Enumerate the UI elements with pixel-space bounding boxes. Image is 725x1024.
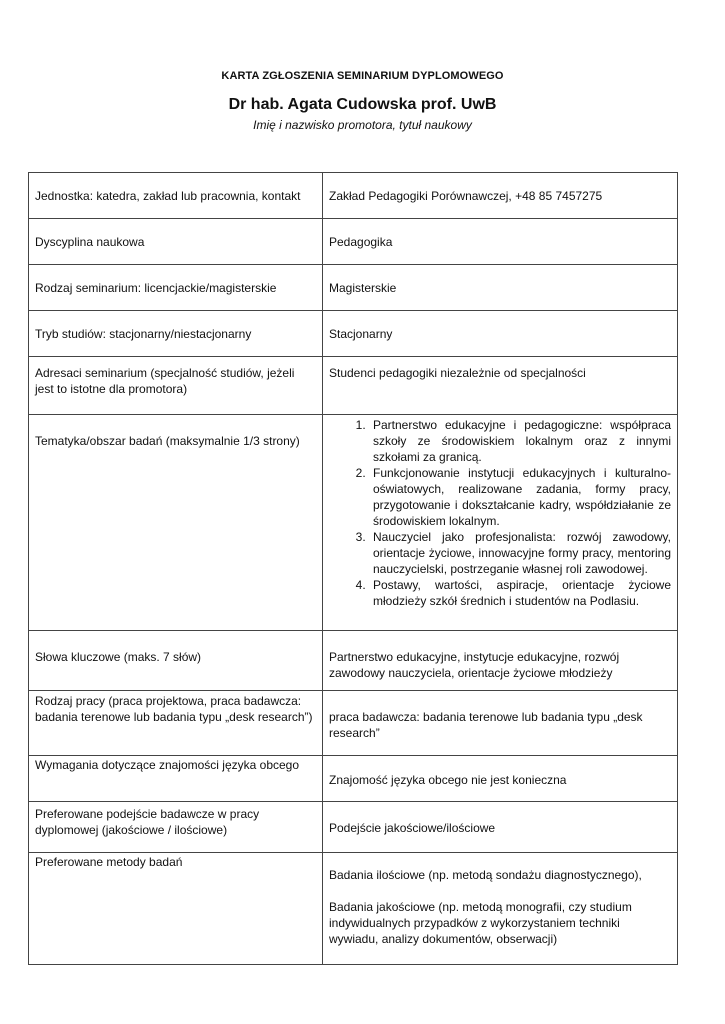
label-cell	[29, 802, 323, 853]
value-audience: Studenci pedagogiki niezależnie od specjalności	[329, 366, 586, 380]
form-title: KARTA ZGŁOSZENIA SEMINARIUM DYPLOMOWEGO	[221, 70, 504, 82]
value-discipline: Pedagogika	[329, 235, 393, 249]
label-cell	[29, 691, 323, 756]
value-keywords: Partnerstwo edukacyjne, instytucje edukacyjne, rozwój zawodowy nauczyciela, orientacje życiowe młodzieży	[329, 650, 620, 680]
value-cell	[323, 265, 678, 311]
row-study-mode	[29, 311, 678, 357]
label-cell	[29, 415, 323, 631]
label-discipline: Dyscyplina naukowa	[35, 235, 145, 249]
row-approach	[29, 802, 678, 853]
row-work-type	[29, 691, 678, 756]
supervisor-caption: Imię i nazwisko promotora, tytuł naukowy	[253, 118, 472, 132]
value-cell	[323, 415, 678, 631]
label-cell	[29, 631, 323, 691]
value-cell	[323, 357, 678, 415]
value-work-type: praca badawcza: badania terenowe lub badania typu „desk research”	[329, 710, 643, 740]
value-cell	[323, 853, 678, 965]
row-seminar-type	[29, 265, 678, 311]
value-cell	[323, 691, 678, 756]
label-cell	[29, 173, 323, 219]
row-audience	[29, 357, 678, 415]
label-topics: Tematyka/obszar badań (maksymalnie 1/3 strony)	[35, 434, 300, 448]
methods-qualitative: Badania jakościowe (np. metodą monografii, czy studium indywidualnych przypadków z wykorzystaniem techniki wywiadu, analizy dokumentów, obserwacji)	[329, 900, 632, 946]
label-cell	[29, 219, 323, 265]
seminar-form-table	[28, 172, 678, 965]
list-item: 2. Funkcjonowanie instytucji edukacyjnych i kulturalno-oświatowych, realizowane zadania, formy pracy, przygotowanie i dokształcanie kadry, współdziałanie ze środowiskiem lokalnym.	[369, 465, 671, 529]
row-discipline	[29, 219, 678, 265]
label-cell	[29, 357, 323, 415]
row-keywords	[29, 631, 678, 691]
row-language	[29, 756, 678, 802]
label-cell	[29, 265, 323, 311]
list-item: 1. Partnerstwo edukacyjne i pedagogiczne: współpraca szkoły ze środowiskiem lokalnym oraz z innymi szkołami za granicą.	[369, 417, 671, 465]
value-cell	[323, 802, 678, 853]
label-language: Wymagania dotyczące znajomości języka obcego	[35, 758, 300, 772]
value-cell	[323, 219, 678, 265]
label-work-type: Rodzaj pracy (praca projektowa, praca badawcza: badania terenowe lub badania typu „desk research”)	[35, 694, 313, 724]
label-cell	[29, 756, 323, 802]
list-item: 4. Postawy, wartości, aspiracje, orientacje życiowe młodzieży szkół średnich i studentów na Podlasiu.	[369, 577, 671, 609]
value-cell	[323, 756, 678, 802]
methods-quantitative: Badania ilościowe (np. metodą sondażu diagnostycznego),	[329, 868, 642, 882]
value-cell	[323, 311, 678, 357]
label-approach: Preferowane podejście badawcze w pracy dyplomowej (jakościowe / ilościowe)	[35, 807, 260, 837]
value-seminar-type: Magisterskie	[329, 281, 397, 295]
label-seminar-type: Rodzaj seminarium: licencjackie/magisterskie	[35, 281, 277, 295]
value-methods	[323, 867, 677, 947]
row-topics	[29, 415, 678, 631]
topics-list	[323, 417, 677, 609]
label-unit: Jednostka: katedra, zakład lub pracownia, kontakt	[35, 189, 301, 203]
value-study-mode: Stacjonarny	[329, 327, 393, 341]
row-methods	[29, 853, 678, 965]
value-language: Znajomość języka obcego nie jest konieczna	[329, 773, 567, 787]
label-audience: Adresaci seminarium (specjalność studiów, jeżeli jest to istotne dla promotora)	[35, 366, 295, 396]
supervisor-name: Dr hab. Agata Cudowska prof. UwB	[228, 96, 497, 113]
list-item: 3. Nauczyciel jako profesjonalista: rozwój zawodowy, orientacje życiowe, innowacyjne formy pracy, mentoring nauczycielski, postrzeganie własnej roli zawodowej.	[369, 529, 671, 577]
value-cell	[323, 173, 678, 219]
label-study-mode: Tryb studiów: stacjonarny/niestacjonarny	[35, 327, 252, 341]
label-cell	[29, 311, 323, 357]
label-keywords: Słowa kluczowe (maks. 7 słów)	[35, 650, 202, 664]
label-cell	[29, 853, 323, 965]
value-cell	[323, 631, 678, 691]
row-unit	[29, 173, 678, 219]
value-unit: Zakład Pedagogiki Porównawczej, +48 85 7457275	[329, 189, 603, 203]
label-methods: Preferowane metody badań	[35, 855, 183, 869]
value-approach: Podejście jakościowe/ilościowe	[329, 821, 496, 835]
